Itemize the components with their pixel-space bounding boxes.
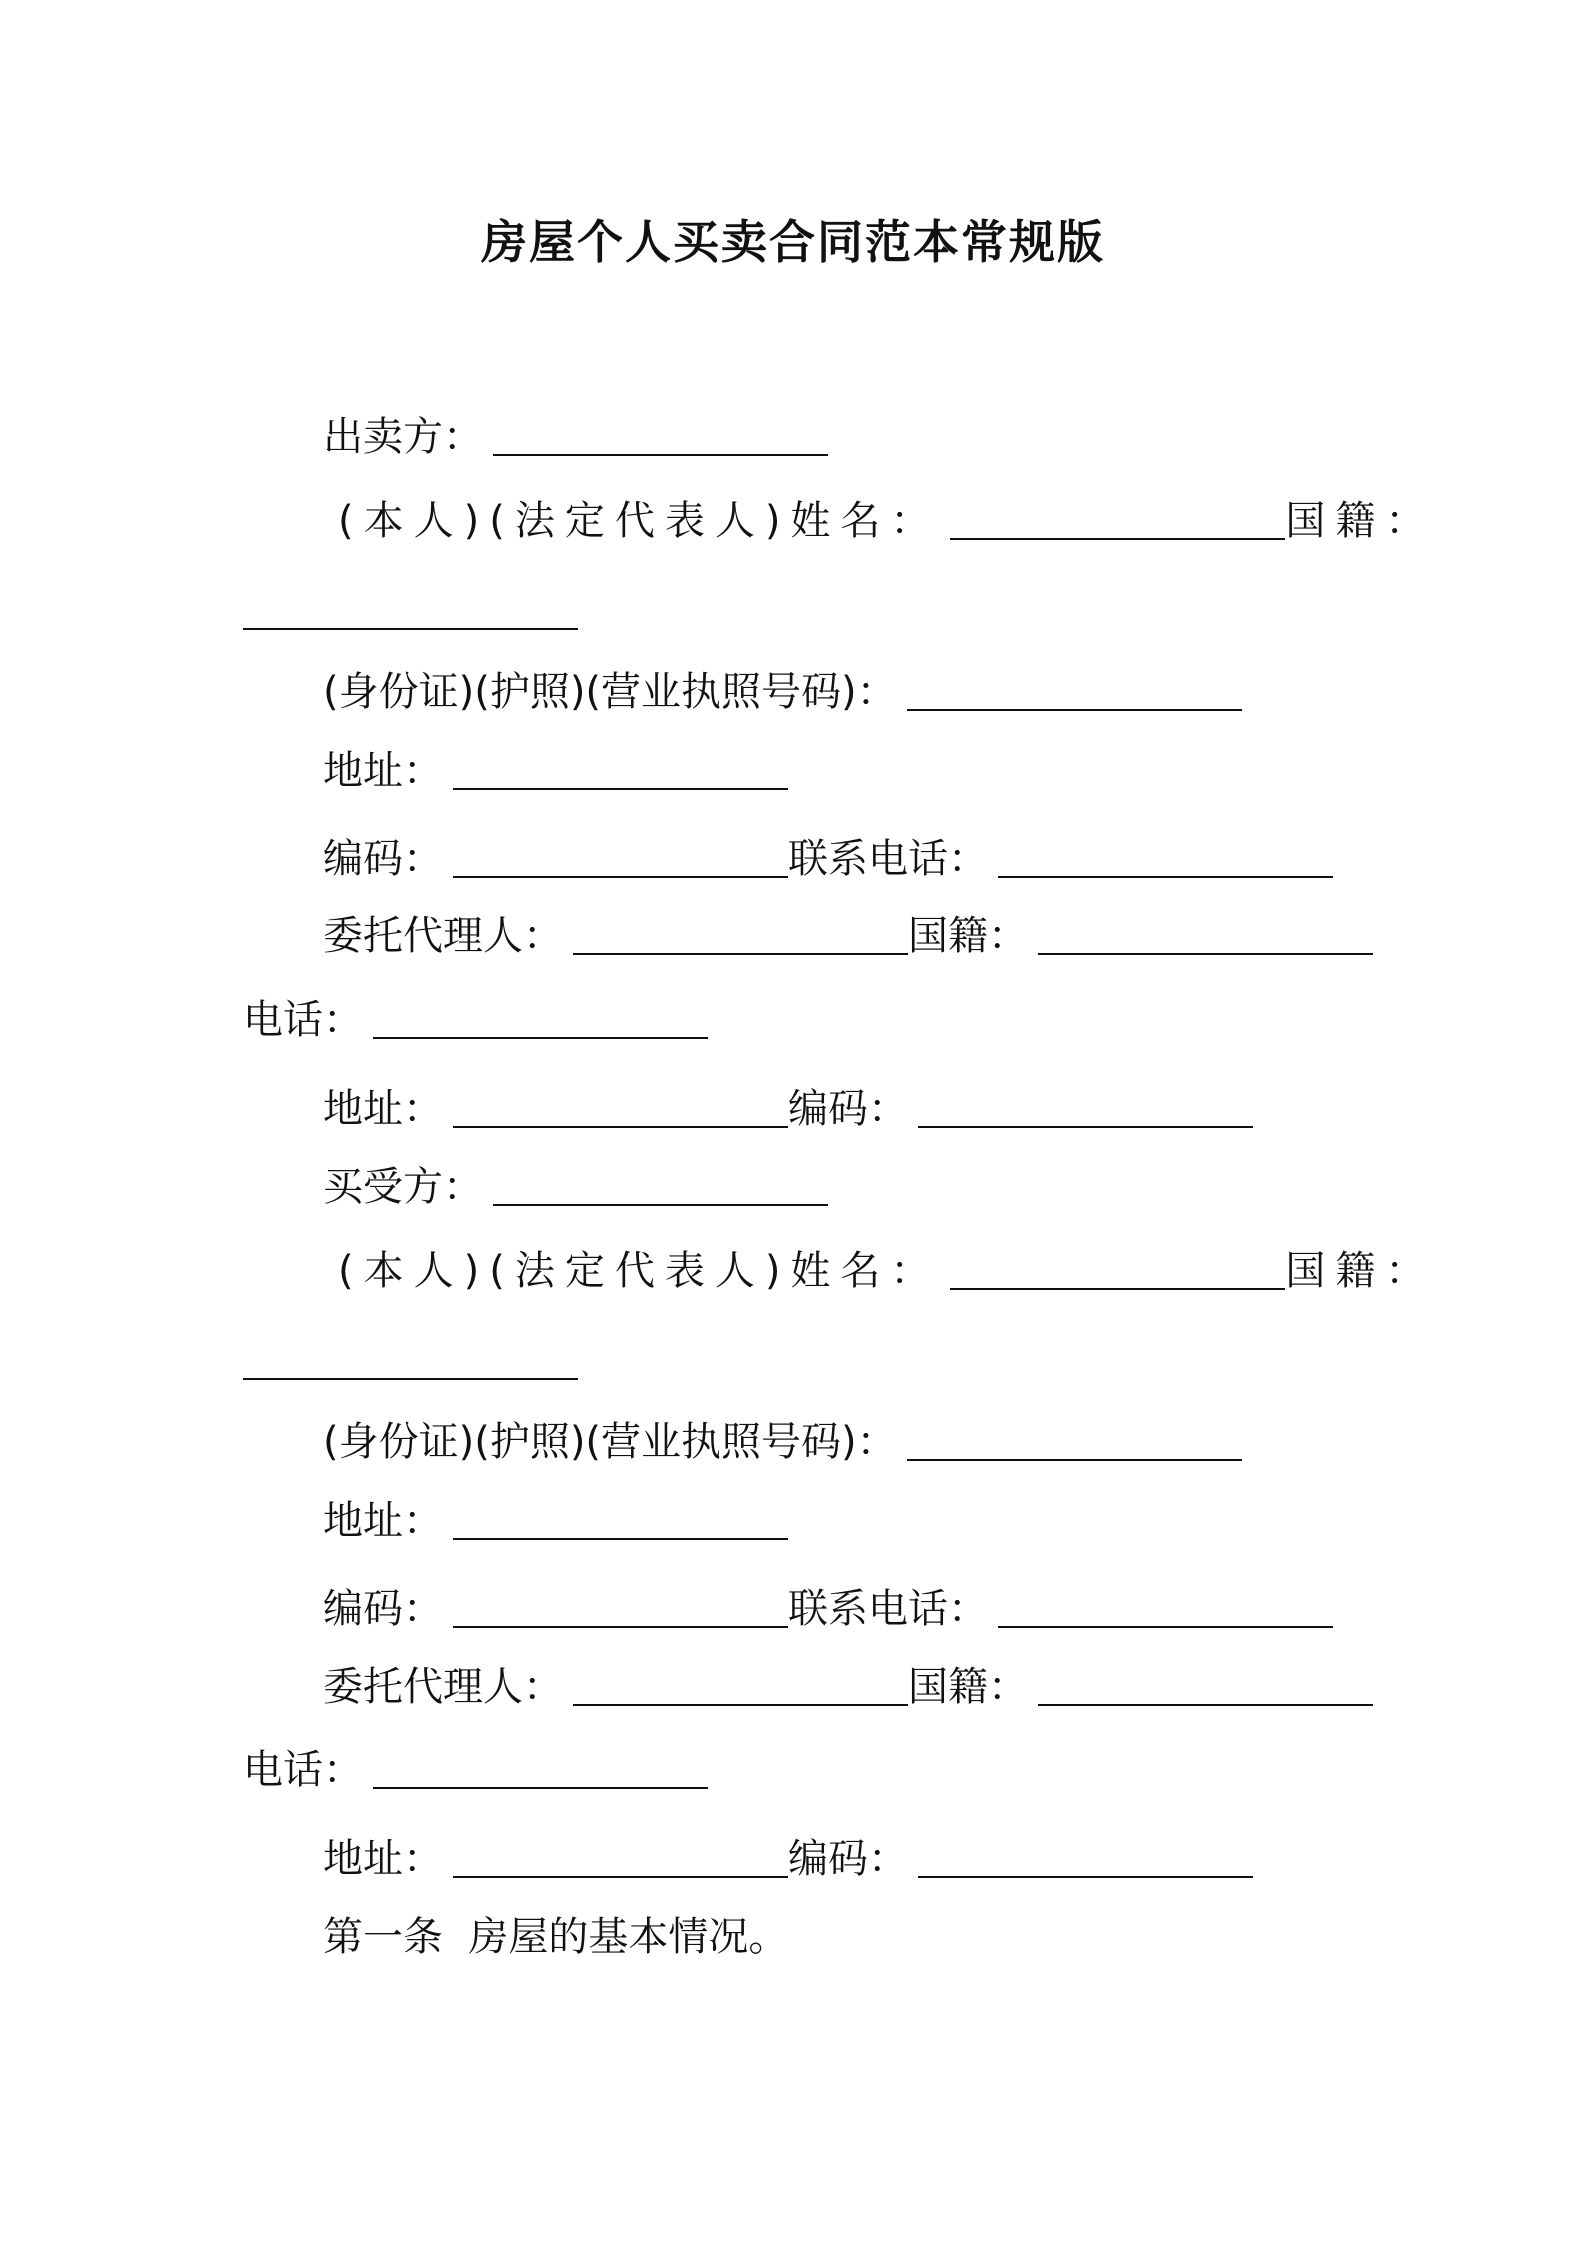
buyer-postcode-label: 编码： xyxy=(323,1586,443,1632)
seller-agent-address-label: 地址： xyxy=(323,1086,443,1132)
buyer-id-line xyxy=(323,1415,1242,1469)
buyer-address-label: 地址： xyxy=(323,1498,443,1544)
buyer-person-name-blank xyxy=(950,1252,1285,1290)
seller-agent-phone-line xyxy=(243,993,708,1047)
buyer-heading-line xyxy=(323,1160,828,1214)
buyer-nationality-label: 国籍： xyxy=(1285,1248,1436,1294)
buyer-nationality-line xyxy=(243,1334,578,1388)
seller-address-blank xyxy=(453,752,788,790)
seller-agent-label: 委托代理人： xyxy=(323,913,563,959)
buyer-agent-postcode-label: 编码： xyxy=(788,1836,908,1882)
buyer-heading: 买受方： xyxy=(323,1164,483,1210)
buyer-agent-nationality-label: 国籍： xyxy=(908,1664,1028,1710)
seller-postcode-line xyxy=(323,832,1333,886)
seller-id-label: (身份证)(护照)(营业执照号码)： xyxy=(323,669,897,715)
seller-person-name-blank xyxy=(950,502,1285,540)
buyer-agent-line xyxy=(323,1660,1373,1714)
buyer-name-blank xyxy=(493,1168,828,1206)
seller-id-line xyxy=(323,665,1242,719)
buyer-agent-label: 委托代理人： xyxy=(323,1664,563,1710)
seller-address-label: 地址： xyxy=(323,748,443,794)
seller-nationality-blank xyxy=(243,592,578,630)
buyer-id-label: (身份证)(护照)(营业执照号码)： xyxy=(323,1419,897,1465)
seller-person-line xyxy=(338,494,1435,548)
buyer-phone-blank xyxy=(998,1590,1333,1628)
buyer-nationality-blank xyxy=(243,1342,578,1380)
seller-id-blank xyxy=(907,673,1242,711)
article-1-heading: 第一条 房屋的基本情况。 xyxy=(323,1914,789,1960)
seller-heading: 出卖方： xyxy=(323,414,483,460)
seller-phone-blank xyxy=(998,840,1333,878)
seller-agent-address-blank xyxy=(453,1090,788,1128)
buyer-agent-phone-blank xyxy=(373,1751,708,1789)
seller-name-label: (本人)(法定代表人)姓名： xyxy=(338,498,941,544)
seller-agent-nationality-label: 国籍： xyxy=(908,913,1028,959)
seller-agent-phone-blank xyxy=(373,1001,708,1039)
document-title: 房屋个人买卖合同范本常规版 xyxy=(481,215,1105,269)
seller-nationality-line xyxy=(243,584,578,638)
buyer-agent-blank xyxy=(573,1668,908,1706)
buyer-phone-label: 联系电话： xyxy=(788,1586,988,1632)
buyer-agent-phone-line xyxy=(243,1743,708,1797)
seller-agent-line xyxy=(323,909,1373,963)
buyer-agent-postcode-blank xyxy=(918,1840,1253,1878)
seller-name-blank xyxy=(493,418,828,456)
seller-agent-postcode-label: 编码： xyxy=(788,1086,908,1132)
buyer-name-label: (本人)(法定代表人)姓名： xyxy=(338,1248,941,1294)
buyer-address-blank xyxy=(453,1502,788,1540)
seller-phone-label: 联系电话： xyxy=(788,836,988,882)
buyer-id-blank xyxy=(907,1423,1242,1461)
buyer-agent-phone-label: 电话： xyxy=(243,1747,363,1793)
buyer-postcode-blank xyxy=(453,1590,788,1628)
seller-heading-line xyxy=(323,410,828,464)
buyer-agent-address-line xyxy=(323,1832,1253,1886)
buyer-person-line xyxy=(338,1244,1435,1298)
buyer-postcode-line xyxy=(323,1582,1333,1636)
buyer-agent-address-label: 地址： xyxy=(323,1836,443,1882)
seller-agent-blank xyxy=(573,917,908,955)
buyer-address-line xyxy=(323,1494,788,1548)
seller-agent-phone-label: 电话： xyxy=(243,997,363,1043)
buyer-agent-nationality-blank xyxy=(1038,1668,1373,1706)
seller-agent-nationality-blank xyxy=(1038,917,1373,955)
seller-address-line xyxy=(323,744,788,798)
seller-nationality-label: 国籍： xyxy=(1285,498,1436,544)
seller-agent-address-line xyxy=(323,1082,1253,1136)
seller-postcode-label: 编码： xyxy=(323,836,443,882)
seller-agent-postcode-blank xyxy=(918,1090,1253,1128)
seller-postcode-blank xyxy=(453,840,788,878)
buyer-agent-address-blank xyxy=(453,1840,788,1878)
